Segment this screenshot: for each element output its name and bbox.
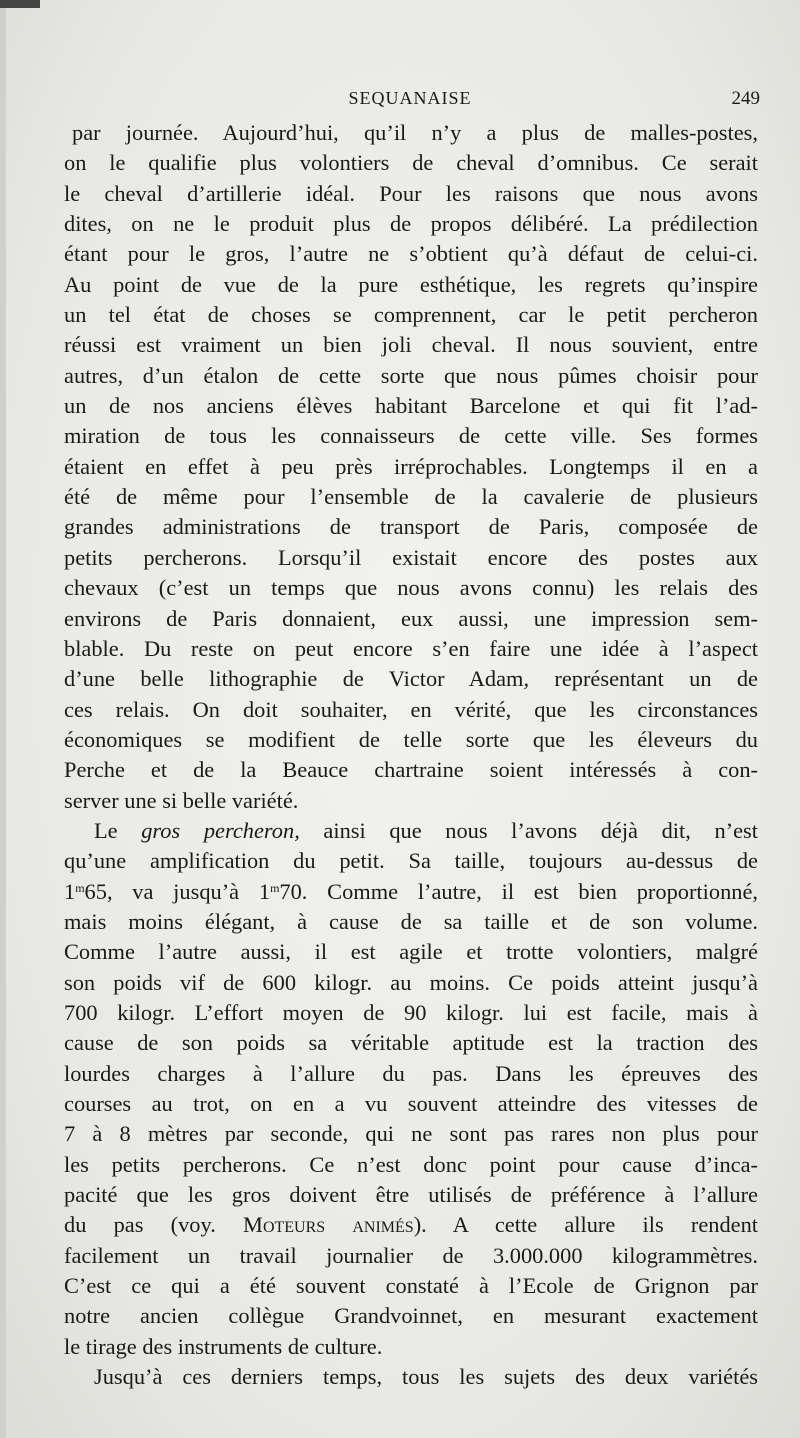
body-text (64, 118, 758, 1392)
text-line: le cheval d’artillerie idéal. Pour les raisons que nous avons (64, 180, 758, 206)
text-span: du pas (voy. (64, 1212, 244, 1238)
text-line: les petits percherons. Ce n’est donc point pour cause d’inca- (64, 1151, 758, 1177)
text-line: courses au trot, on en a vu souvent atteindre des vitesses de (64, 1091, 758, 1116)
italic-term: gros percheron, (141, 817, 300, 843)
text-line: chevaux (c’est un temps que nous avons connu) les relais des (64, 575, 758, 601)
page-left-edge (0, 0, 6, 1438)
text-line: le tirage des instruments de culture. (64, 1333, 383, 1359)
text-line: miration de tous les connaisseurs de cette ville. Ses formes (64, 423, 758, 449)
text-line: grandes administrations de transport de Paris, composée de (64, 514, 758, 540)
text-line: pacité que les gros doivent être utilisés de préférence à l’allure (64, 1182, 758, 1208)
running-head: SEQUANAISE (348, 88, 472, 108)
text-line: environs de Paris donnaient, eux aussi, une impression sem- (64, 605, 758, 631)
scan-corner-mark (0, 0, 40, 8)
text-line: autres, d’un étalon de cette sorte que nous pûmes choisir pour (64, 362, 758, 388)
text-line: ces relais. On doit souhaiter, en vérité, que les circonstances (64, 696, 758, 722)
text-line: réussi est vraiment un bien joli cheval. Il nous souvient, entre (64, 332, 758, 358)
text-span: 70. Comme l’autre, il est bien proportionné, (279, 878, 758, 904)
text-span: ainsi que nous l’avons déjà dit, n’est (299, 817, 758, 843)
text-line: Comme l’autre aussi, il est agile et trotte volontiers, malgré (64, 939, 758, 965)
text-line: un de nos anciens élèves habitant Barcelone et qui fit l’ad- (64, 393, 758, 419)
page-number: 249 (731, 88, 760, 109)
text-line: on le qualifie plus volontiers de cheval d’omnibus. Ce serait (64, 150, 758, 176)
text-line (64, 877, 758, 907)
text-line: son poids vif de 600 kilogr. au moins. Ce poids atteint jusqu’à (64, 969, 758, 995)
text-line: mais moins élégant, à cause de sa taille et de son volume. (64, 908, 758, 934)
text-line: Au point de vue de la pure esthétique, les regrets qu’inspire (64, 271, 758, 297)
text-line: server une si belle variété. (64, 787, 299, 813)
text-line: été de même pour l’ensemble de la cavalerie de plusieurs (64, 484, 758, 510)
text-line (64, 1210, 758, 1240)
page-header (60, 88, 760, 118)
small-caps-reference: Moteurs animés (243, 1212, 414, 1238)
text-span: Le (94, 817, 142, 843)
text-line: blable. Du reste on peut encore s’en faire une idée à l’aspect (64, 635, 758, 661)
text-line: lourdes charges à l’allure du pas. Dans les épreuves des (64, 1060, 758, 1086)
superscript: m (270, 880, 280, 895)
text-line: d’une belle lithographie de Victor Adam, représentant un de (64, 666, 758, 692)
text-line: notre ancien collègue Grandvoinnet, en mesurant exactement (64, 1303, 758, 1329)
text-line: 7 à 8 mètres par seconde, qui ne sont pas rares non plus pour (64, 1121, 758, 1147)
text-span: ). A cette allure ils rendent (413, 1212, 758, 1238)
text-line: petits percherons. Lorsqu’il existait encore des postes aux (64, 544, 758, 570)
text-line: étaient en effet à peu près irréprochables. Longtemps il en a (64, 453, 758, 479)
superscript: m (75, 880, 85, 895)
text-line: C’est ce qui a été souvent constaté à l’Ecole de Grignon par (64, 1273, 758, 1299)
text-line: qu’une amplification du petit. Sa taille, toujours au-dessus de (64, 848, 758, 874)
text-span: 65, va jusqu’à 1 (84, 878, 271, 904)
text-span: 1 (64, 878, 76, 904)
text-line: dites, on ne le produit plus de propos délibéré. La prédilection (64, 211, 758, 237)
text-line: Perche et de la Beauce chartraine soient intéressés à con- (64, 757, 758, 783)
text-line: facilement un travail journalier de 3.000.000 kilogrammètres. (64, 1242, 758, 1268)
text-line: par journée. Aujourd’hui, qu’il n’y a plus de malles-postes, (72, 120, 758, 145)
text-line: un tel état de choses se comprennent, car le petit percheron (64, 302, 758, 328)
text-line: 700 kilogr. L’effort moyen de 90 kilogr. lui est facile, mais à (64, 999, 758, 1025)
text-line: cause de son poids sa véritable aptitude est la traction des (64, 1030, 758, 1056)
text-line: étant pour le gros, l’autre ne s’obtient qu’à défaut de celui-ci. (64, 241, 758, 267)
text-line: Jusqu’à ces derniers temps, tous les sujets des deux variétés (94, 1364, 758, 1390)
text-line: économiques se modifient de telle sorte que les éleveurs du (64, 726, 758, 752)
text-line (64, 816, 758, 846)
